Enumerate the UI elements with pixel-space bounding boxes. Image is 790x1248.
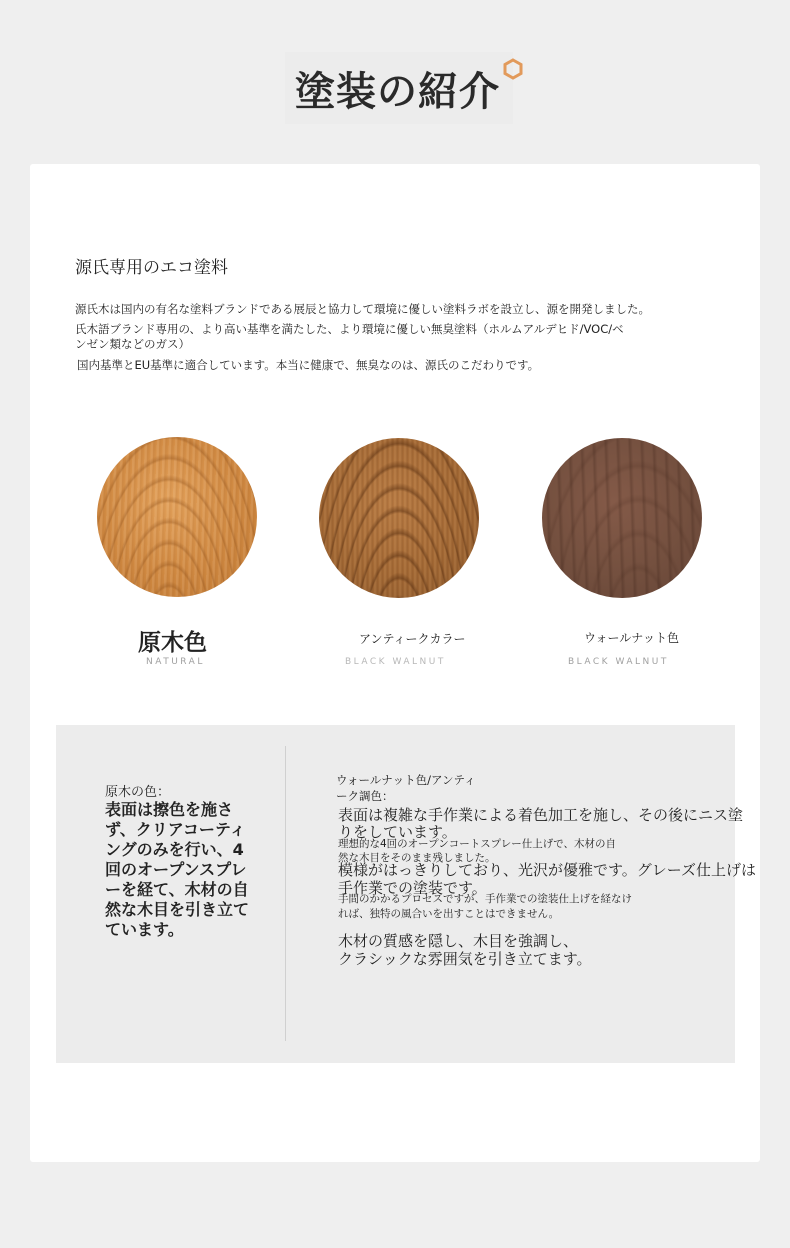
walnut-details-line: 表面は複雑な手作業による着色加工を施し、その後にニス塗 — [338, 806, 744, 824]
intro-line: 氏木語ブランド専用の、より高い基準を満たした、より環境に優しい無臭塗料（ホルムアルデヒド/VOC/ベ — [75, 322, 624, 336]
walnut-details-line: 手作業での塗装です。 — [338, 879, 487, 897]
details-divider — [285, 746, 286, 1041]
antique-wood-swatch — [319, 438, 479, 598]
walnut-details-line: 模様がはっきりしており、光沢が優雅です。グレーズ仕上げは — [338, 861, 757, 879]
intro-line: 源氏木は国内の有名な塗料ブランドである展辰と協力して環境に優しい塗料ラボを設立し、源を開発しました。 — [75, 302, 650, 316]
walnut-details-line: れば、独特の風合いを出すことはできません。 — [338, 908, 560, 920]
walnut-details-line: クラシックな雰囲気を引き立てます。 — [338, 950, 592, 968]
walnut-details-line: 理想的な4回のオープンコートスプレー仕上げで、木材の自 — [338, 838, 616, 850]
finish-sub-antique: BLACK WALNUT — [345, 657, 446, 667]
natural-details-body: 表面は擦色を施さず、クリアコーティングのみを行い、4回のオープンスプレーを経て、木材の自然な木目を引き立てています。 — [105, 800, 250, 939]
walnut-details-heading: ウォールナット色/アンティーク調色： — [336, 773, 476, 803]
walnut-details-line: 然な木目をそのまま残しました。 — [338, 852, 496, 864]
walnut-details-line: 手間のかかるプロセスですが、手作業での塗装仕上げを経なけ — [338, 893, 632, 905]
hexagon-icon — [502, 58, 524, 80]
finish-name-natural: 原木色 — [138, 630, 207, 656]
page-title: 塗装の紹介 — [295, 69, 500, 115]
finish-name-walnut: ウォールナット色 — [584, 631, 680, 645]
intro-line: 国内基準とEU基準に適合しています。本当に健康で、無臭なのは、源氏のこだわりです。 — [77, 358, 540, 372]
intro-line: ンゼン類などのガス） — [75, 337, 190, 351]
natural-details-heading: 原木の色： — [105, 785, 171, 800]
walnut-details-line: りをしています。 — [338, 823, 457, 841]
finish-name-antique: アンティークカラー — [359, 632, 466, 646]
section-title: 源氏専用のエコ塗料 — [75, 258, 228, 278]
walnut-wood-swatch — [542, 438, 702, 598]
finish-sub-natural: NATURAL — [146, 657, 205, 667]
natural-wood-swatch — [97, 437, 257, 597]
walnut-details-line: 木材の質感を隠し、木目を強調し、 — [338, 932, 579, 950]
finish-sub-walnut: BLACK WALNUT — [568, 657, 669, 667]
